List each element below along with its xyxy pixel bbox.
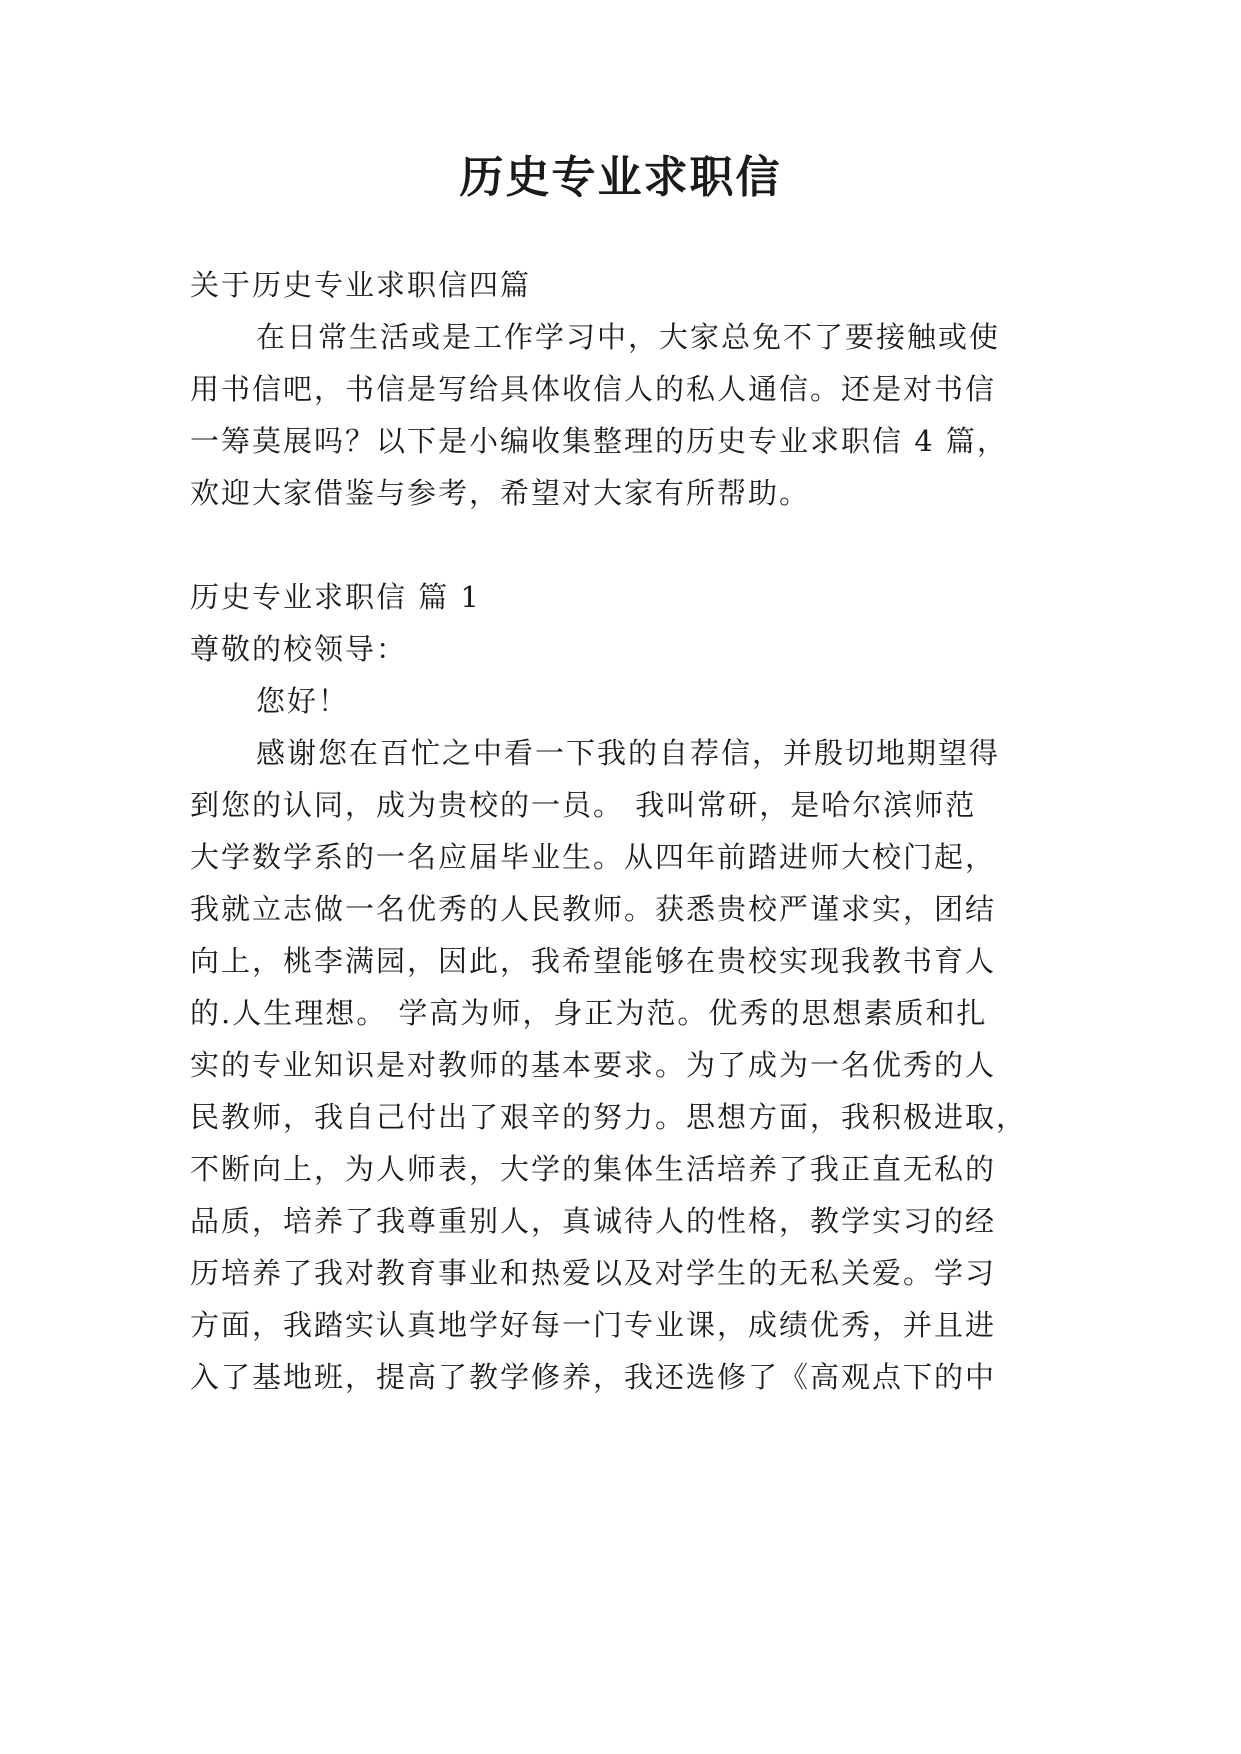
body-line: 民教师，我自己付出了艰辛的努力。思想方面，我积极进取， bbox=[190, 1100, 1028, 1134]
body-line: 品质，培养了我尊重别人，真诚待人的性格，教学实习的经 bbox=[190, 1204, 997, 1238]
intro-heading: 关于历史专业求职信四篇 bbox=[190, 268, 532, 302]
body-line: 入了基地班，提高了教学修养，我还选修了《高观点下的中 bbox=[190, 1360, 997, 1394]
body-line: 感谢您在百忙之中看一下我的自荐信，并殷切地期望得 bbox=[256, 736, 1001, 770]
body-line: 实的专业知识是对教师的基本要求。为了成为一名优秀的人 bbox=[190, 1048, 997, 1082]
intro-line: 在日常生活或是工作学习中，大家总免不了要接触或使 bbox=[256, 320, 1001, 354]
body-line: 到您的认同，成为贵校的一员。 我叫常研，是哈尔滨师范 bbox=[190, 788, 977, 822]
body-line: 我就立志做一名优秀的人民教师。获悉贵校严谨求实，团结 bbox=[190, 892, 997, 926]
body-line: 大学数学系的一名应届毕业生。从四年前踏进师大校门起， bbox=[190, 840, 997, 874]
document-title: 历史专业求职信 bbox=[459, 152, 782, 203]
body-line: 历培养了我对教育事业和热爱以及对学生的无私关爱。学习 bbox=[190, 1256, 997, 1290]
body-line: 的.人生理想。 学高为师，身正为范。优秀的思想素质和扎 bbox=[190, 996, 988, 1030]
body-line: 方面，我踏实认真地学好每一门专业课，成绩优秀，并且进 bbox=[190, 1308, 997, 1342]
greeting: 您好！ bbox=[256, 684, 350, 718]
body-line: 向上，桃李满园，因此，我希望能够在贵校实现我教书育人 bbox=[190, 944, 997, 978]
intro-line: 欢迎大家借鉴与参考，希望对大家有所帮助。 bbox=[190, 476, 811, 510]
intro-line: 一筹莫展吗？以下是小编收集整理的历史专业求职信 4 篇， bbox=[190, 424, 1008, 458]
section-heading: 历史专业求职信 篇 1 bbox=[190, 580, 481, 614]
salutation: 尊敬的校领导： bbox=[190, 632, 408, 666]
intro-line: 用书信吧，书信是写给具体收信人的私人通信。还是对书信 bbox=[190, 372, 997, 406]
body-line: 不断向上，为人师表，大学的集体生活培养了我正直无私的 bbox=[190, 1152, 997, 1186]
